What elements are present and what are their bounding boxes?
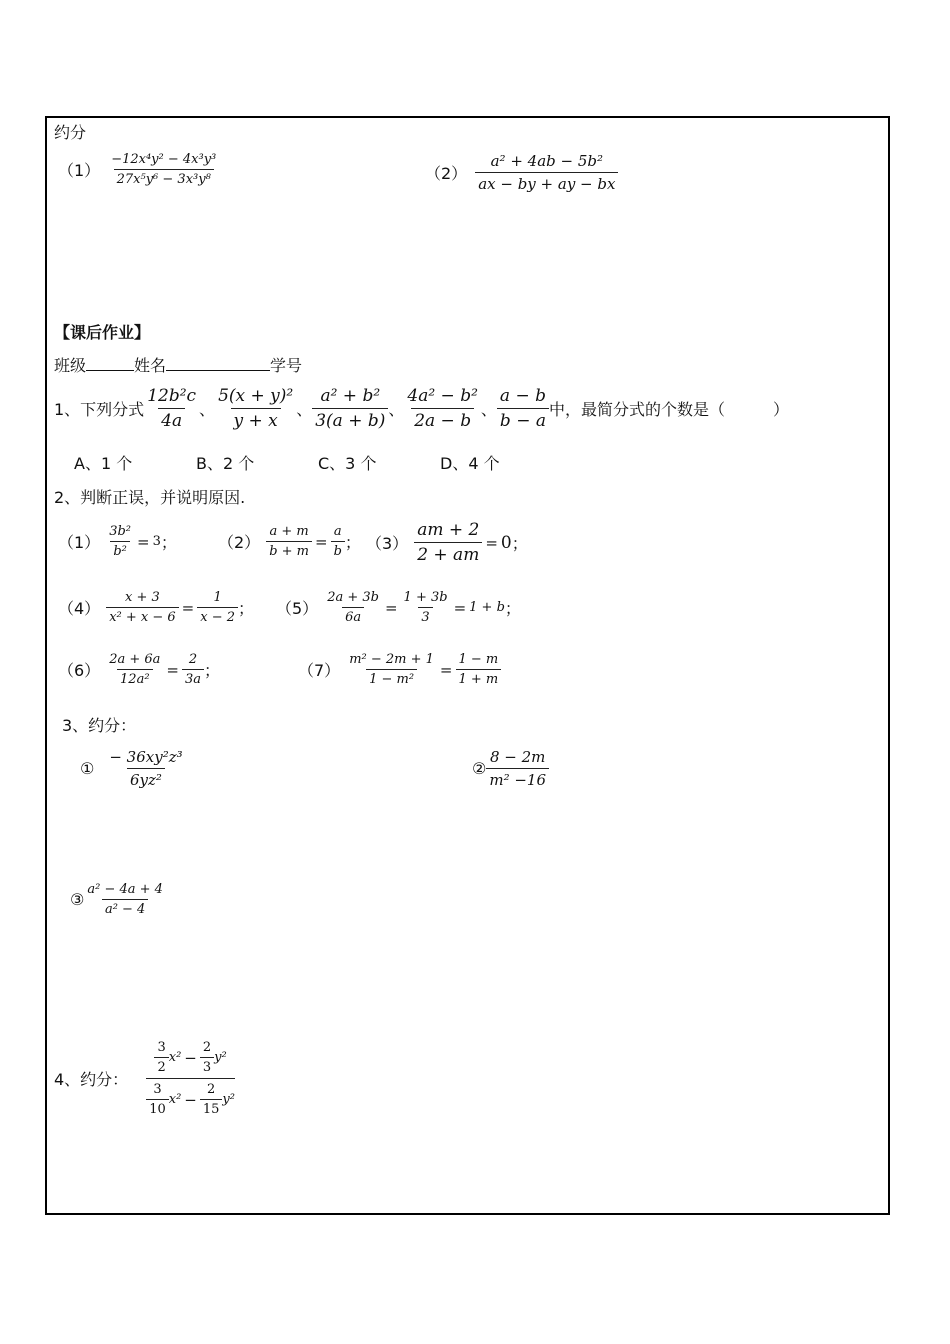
denominator: b + m — [266, 541, 312, 559]
q1-option-d[interactable]: D、4 个 — [440, 454, 500, 473]
q2-item-1 — [58, 524, 177, 559]
item-label: ① — [80, 759, 95, 778]
denominator: 3 — [418, 607, 432, 625]
q1-fraction-5 — [497, 386, 549, 431]
q1-option-b[interactable]: B、2 个 — [196, 454, 255, 473]
item-end: ； — [204, 661, 221, 680]
denominator: ax − by + ay − bx — [475, 172, 618, 193]
q1-fraction-2 — [215, 386, 296, 431]
variable: y² — [214, 1050, 227, 1065]
lhs-fraction — [106, 652, 163, 687]
numerator: −12x⁴y² − 4x³y³ — [111, 152, 217, 167]
q1-close: ） — [773, 400, 790, 419]
numerator: 3 — [153, 1082, 162, 1097]
coef-fraction — [200, 1040, 214, 1075]
denominator: 12a² — [117, 669, 153, 687]
q1-fraction-1 — [144, 386, 199, 431]
denominator: b — [331, 541, 345, 559]
class-blank[interactable] — [86, 356, 134, 371]
denominator: a² − 4 — [102, 899, 148, 917]
numerator: am + 2 — [417, 520, 480, 540]
item-label: （1） — [58, 161, 101, 180]
q1-suffix: 中，最简分式的个数是（ — [549, 400, 726, 419]
top-heading: 约分 — [54, 123, 87, 142]
denominator: x² + x − 6 — [106, 607, 178, 625]
class-label: 班级 — [54, 356, 87, 375]
top-item-2 — [425, 152, 618, 193]
variable: x² — [168, 1050, 182, 1065]
numerator: x + 3 — [125, 590, 160, 605]
coef-fraction — [146, 1082, 169, 1117]
separator: 、 — [480, 400, 497, 419]
item-label: （4） — [58, 599, 101, 618]
numerator: 4a² − b² — [407, 386, 478, 406]
numerator: 1 − m — [458, 652, 499, 667]
top-item-1 — [58, 152, 219, 187]
equals-sign: = — [137, 532, 150, 551]
question-1 — [54, 386, 789, 431]
lhs-fraction — [346, 652, 437, 687]
numerator: a — [333, 524, 342, 539]
denominator: 4a — [158, 408, 185, 431]
q4-title: 4、约分： — [54, 1070, 129, 1089]
numerator: 3b² — [109, 524, 131, 539]
question-4 — [54, 1040, 235, 1117]
denominator: 10 — [146, 1099, 169, 1117]
coef-fraction — [200, 1082, 223, 1117]
q1-fraction-4 — [404, 386, 481, 431]
numerator: 3 — [157, 1040, 166, 1055]
denominator: b² — [110, 541, 130, 559]
numerator: a − b — [499, 386, 546, 406]
compound-denominator — [146, 1078, 235, 1117]
q2-item-7 — [298, 652, 501, 687]
item-label: （6） — [58, 661, 101, 680]
separator: 、 — [296, 400, 313, 419]
denominator: b − a — [497, 408, 549, 431]
student-info-line — [54, 353, 302, 376]
fraction — [84, 882, 166, 917]
q3-item-3 — [70, 882, 166, 917]
item-end: ； — [160, 533, 177, 552]
variable: x² — [168, 1092, 182, 1107]
item-label: ③ — [70, 890, 85, 909]
denominator: x − 2 — [197, 607, 238, 625]
item-label: ② — [472, 759, 487, 778]
rhs-value: 1 + b — [469, 600, 505, 615]
name-label: 姓名 — [134, 356, 167, 375]
equals-sign: = — [166, 660, 179, 679]
denominator: 2 — [154, 1057, 168, 1075]
denominator: 2a − b — [411, 408, 474, 431]
mid-fraction — [401, 590, 451, 625]
item-label: （1） — [58, 533, 101, 552]
rhs-value: 3 — [152, 534, 161, 549]
equals-sign: = — [181, 598, 195, 617]
item-label: （3） — [366, 534, 409, 553]
item-end: ； — [511, 534, 528, 553]
numerator: a² + b² — [320, 386, 381, 406]
numerator: 12b²c — [147, 386, 197, 406]
item-label: （5） — [276, 599, 319, 618]
numerator: a² + 4ab − 5b² — [490, 152, 604, 170]
item-end: ； — [238, 599, 255, 618]
item-end: ； — [504, 599, 521, 618]
homework-title: 【课后作业】 — [54, 323, 151, 342]
q1-option-a[interactable]: A、1 个 — [74, 454, 133, 473]
lhs-fraction — [106, 524, 134, 559]
denominator: m² −16 — [486, 768, 549, 789]
student-no-label: 学号 — [270, 356, 303, 375]
denominator: 1 + m — [456, 669, 502, 687]
coef-fraction — [154, 1040, 168, 1075]
q2-title: 2、判断正误，并说明原因. — [54, 488, 246, 507]
numerator: 1 + 3b — [403, 590, 448, 605]
rhs-fraction — [331, 524, 345, 559]
denominator: 27x⁵y⁶ − 3x³y⁸ — [114, 169, 214, 187]
denominator: 3a — [182, 669, 204, 687]
fraction — [108, 152, 219, 187]
equals-sign: = — [485, 533, 498, 552]
denominator: 2 + am — [414, 542, 482, 565]
numerator: 1 — [213, 590, 222, 605]
separator: 、 — [388, 400, 405, 419]
compound-fraction — [146, 1040, 235, 1117]
denominator: 6yz² — [127, 768, 165, 789]
rhs-fraction — [182, 652, 204, 687]
q3-title: 3、约分： — [62, 716, 137, 735]
minus-sign: − — [184, 1048, 197, 1067]
lhs-fraction — [106, 590, 178, 625]
name-blank[interactable] — [166, 356, 270, 371]
denominator: 3(a + b) — [312, 408, 388, 431]
q2-item-4 — [58, 590, 254, 625]
numerator: 2 — [202, 1040, 212, 1055]
denominator: 3 — [200, 1057, 214, 1075]
numerator: 2a + 6a — [109, 652, 161, 667]
q1-option-c[interactable]: C、3 个 — [318, 454, 377, 473]
q2-item-6 — [58, 652, 220, 687]
numerator: 2a + 3b — [327, 590, 379, 605]
item-label: （2） — [218, 533, 261, 552]
minus-sign: − — [184, 1090, 197, 1109]
numerator: 2 — [206, 1082, 216, 1097]
rhs-value: 0 — [500, 532, 512, 553]
variable: y² — [222, 1092, 235, 1107]
separator: 、 — [199, 400, 216, 419]
q2-item-5 — [276, 590, 521, 625]
fraction — [486, 748, 549, 789]
equals-sign: = — [453, 598, 467, 617]
numerator: 8 − 2m — [489, 748, 546, 766]
numerator: a + m — [269, 524, 309, 539]
q1-fraction-3 — [312, 386, 388, 431]
denominator: 15 — [200, 1099, 223, 1117]
equals-sign: = — [384, 598, 398, 617]
denominator: 6a — [342, 607, 364, 625]
compound-numerator — [154, 1040, 226, 1078]
equals-sign: = — [439, 660, 453, 679]
lhs-fraction — [414, 520, 482, 565]
item-label: （2） — [425, 164, 468, 183]
numerator: − 36xy²z³ — [109, 748, 183, 766]
lhs-fraction — [266, 524, 312, 559]
q2-item-3 — [366, 520, 528, 565]
numerator: 5(x + y)² — [218, 386, 294, 406]
denominator: 1 − m² — [366, 669, 417, 687]
fraction — [106, 748, 185, 789]
numerator: a² − 4a + 4 — [87, 882, 163, 897]
lhs-fraction — [324, 590, 382, 625]
denominator: y + x — [231, 408, 281, 431]
rhs-fraction — [197, 590, 238, 625]
q2-item-2 — [218, 524, 361, 559]
q3-item-2 — [472, 748, 549, 789]
fraction — [475, 152, 618, 193]
numerator: m² − 2m + 1 — [349, 652, 434, 667]
equals-sign: = — [315, 532, 328, 551]
q3-item-1 — [80, 748, 186, 789]
numerator: 2 — [188, 652, 198, 667]
q1-prefix: 1、下列分式 — [54, 400, 145, 419]
item-end: ； — [344, 533, 361, 552]
item-label: （7） — [298, 661, 341, 680]
rhs-fraction — [456, 652, 502, 687]
